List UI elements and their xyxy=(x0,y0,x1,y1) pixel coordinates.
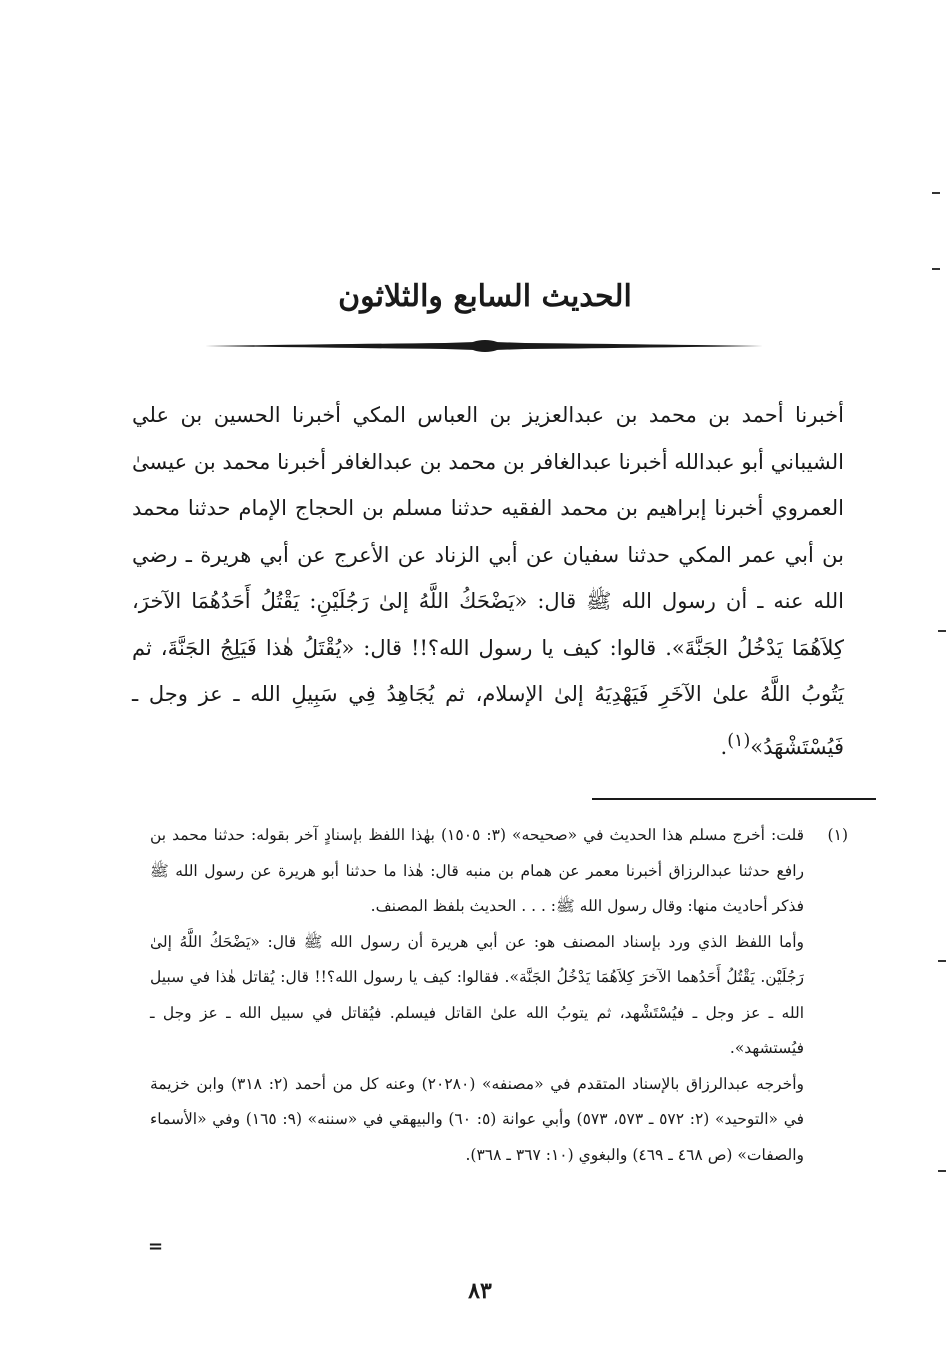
margin-mark xyxy=(938,630,946,632)
footnote-paragraph: قلت: أخرج مسلم هذا الحديث في «صحيحه» (٣: ١٥٠٥) بهٰذا اللفظ بإسنادٍ آخر بقوله: حدثنا محمد بن رافع حدثنا عبدالرزاق أخبرنا معمر عن همام بن منبه قال: هٰذا ما حدثنا أبو هريرة عن رسول الله ﷺ فذكر أحاديث منها: وقال رسول الله ﷺ: . . . الحديث بلفظ المصنف. xyxy=(150,826,804,915)
hadith-paragraph: أخبرنا أحمد بن محمد بن عبدالعزيز بن العباس المكي أخبرنا الحسين بن علي الشيباني أبو عبدالله أخبرنا عبدالغافر بن محمد بن عبدالغافر أخبرنا محمد بن عيسىٰ العمروي أخبرنا إبراهيم بن محمد الفقيه حدثنا مسلم بن الحجاج الإمام حدثنا محمد بن أبي عمر المكي حدثنا سفيان عن أبي الزناد عن الأعرج عن أبي هريرة ـ رضي الله عنه ـ أن رسول الله ﷺ قال: «يَضْحَكُ اللَّهُ إلىٰ رَجُلَيْنِ: يَقْتُلُ أَحَدُهُمَا الآخرَ، كِلاَهُمَا يَدْخُلُ الجَنَّةَ». قالوا: كيف يا رسول الله؟!! قال: «يُقْتَلُ هٰذا فَيَلِجُ الجَنَّةَ، ثم يَتُوبُ اللَّهُ علىٰ الآخَرِ فَيَهْدِيَهُ إلىٰ الإسلام، ثم يُجَاهِدُ فِي سَبِيلِ الله ـ عز وجل ـ فَيُسْتَشْهَدُ» xyxy=(132,403,844,759)
chapter-title: الحديث السابع والثلاثون xyxy=(338,279,632,314)
footnote-number: (١) xyxy=(827,826,848,844)
continuation-mark: = xyxy=(148,1236,164,1257)
footnote-section xyxy=(150,818,848,1173)
title-ornament-divider xyxy=(205,334,765,358)
page-number: ٨٣ xyxy=(468,1278,492,1304)
footnote-separator xyxy=(592,798,876,800)
hadith-text xyxy=(132,392,844,770)
margin-mark xyxy=(932,268,940,270)
margin-mark xyxy=(938,960,946,962)
hadith-end: . xyxy=(720,734,728,759)
footnote-reference: (١) xyxy=(727,730,751,751)
margin-mark xyxy=(938,1170,946,1172)
footnote-paragraph: وأما اللفظ الذي ورد بإسناد المصنف هو: عن أبي هريرة أن رسول الله ﷺ قال: «يَضْحَكُ اللَّهُ إلىٰ رَجُلَيْن. يَقْتُلُ أَحَدُهما الآخرَ كِلاَهُمَا يَدْخُلُ الجَنَّة». فقالوا: كيف يا رسول الله؟!! قال: يُقاتل هٰذا في سبيل الله ـ عز وجل ـ فيُسْتَشْهد، ثم يتوبُ الله علىٰ القاتل فيسلم. فيُقاتل في سبيل الله ـ عز وجل ـ فيُستشهد». xyxy=(150,932,804,1057)
margin-mark xyxy=(932,192,940,194)
footnote-paragraph: وأخرجه عبدالرزاق بالإسناد المتقدم في «مصنفه» (٢٠٢٨٠) وعنه كل من أحمد (٢: ٣١٨) وابن خزيمة في «التوحيد» (٢: ٥٧٢ ـ ٥٧٣، ٥٧٣) وأبي عوانة (٥: ٦٠) والبيهقي في «سننه» (٩: ١٦٥) وفي «الأسماء والصفات» (ص ٤٦٨ ـ ٤٦٩) والبغوي (١٠: ٣٦٧ ـ ٣٦٨). xyxy=(150,1074,805,1164)
